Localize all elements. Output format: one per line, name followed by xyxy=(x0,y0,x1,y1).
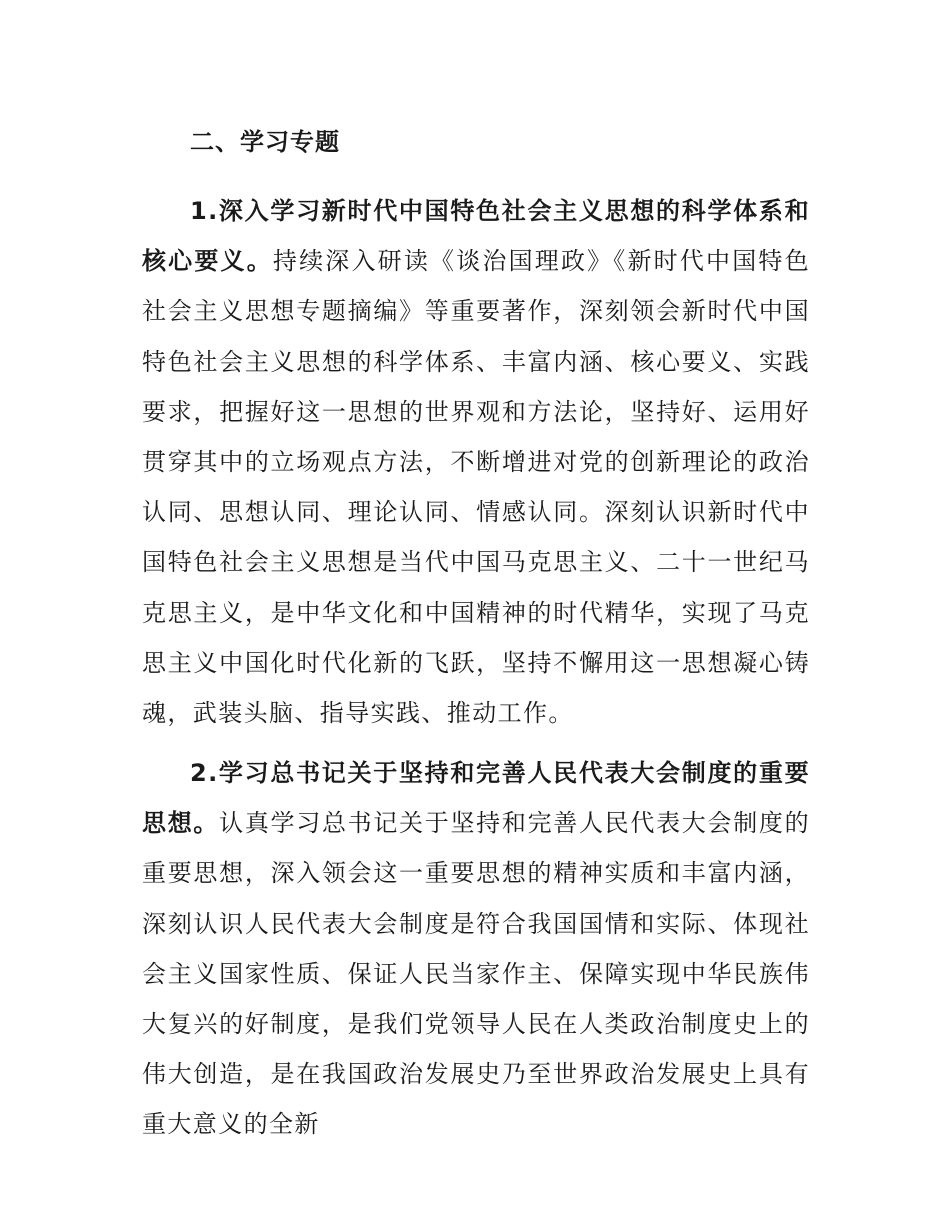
paragraph-2 xyxy=(142,748,810,1150)
paragraph-1 xyxy=(142,186,810,738)
paragraph-2-lead: 2.学习总书记关于坚持和完善人民代表大会制度的重要思想。 xyxy=(142,759,810,838)
section-heading: 二、学习专题 xyxy=(190,128,340,156)
paragraph-1-lead: 1.深入学习新时代中国特色社会主义思想的科学体系和核心要义。 xyxy=(142,197,810,276)
paragraph-2-body: 认真学习总书记关于坚持和完善人民代表大会制度的重要思想，深入领会这一重要思想的精神实质和丰富内涵，深刻认识人民代表大会制度是符合我国国情和实际、体现社会主义国家性质、保证人民当家作主、保障实现中华民族伟大复兴的好制度，是我们党领导人民在人类政治制度史上的伟大创造，是在我国政治发展史乃至世界政治发展史上具有重大意义的全新 xyxy=(142,809,811,1139)
paragraph-1-body: 持续深入研读《谈治国理政》《新时代中国特色社会主义思想专题摘编》等重要著作，深刻领会新时代中国特色社会主义思想的科学体系、丰富内涵、核心要义、实践要求，把握好这一思想的世界观和方法论，坚持好、运用好贯穿其中的立场观点方法，不断增进对党的创新理论的政治认同、思想认同、理论认同、情感认同。深刻认识新时代中国特色社会主义思想是当代中国马克思主义、二十一世纪马克思主义，是中华文化和中国精神的时代精华，实现了马克思主义中国化时代化新的飞跃，坚持不懈用这一思想凝心铸魂，武装头脑、指导实践、推动工作。 xyxy=(142,247,810,728)
